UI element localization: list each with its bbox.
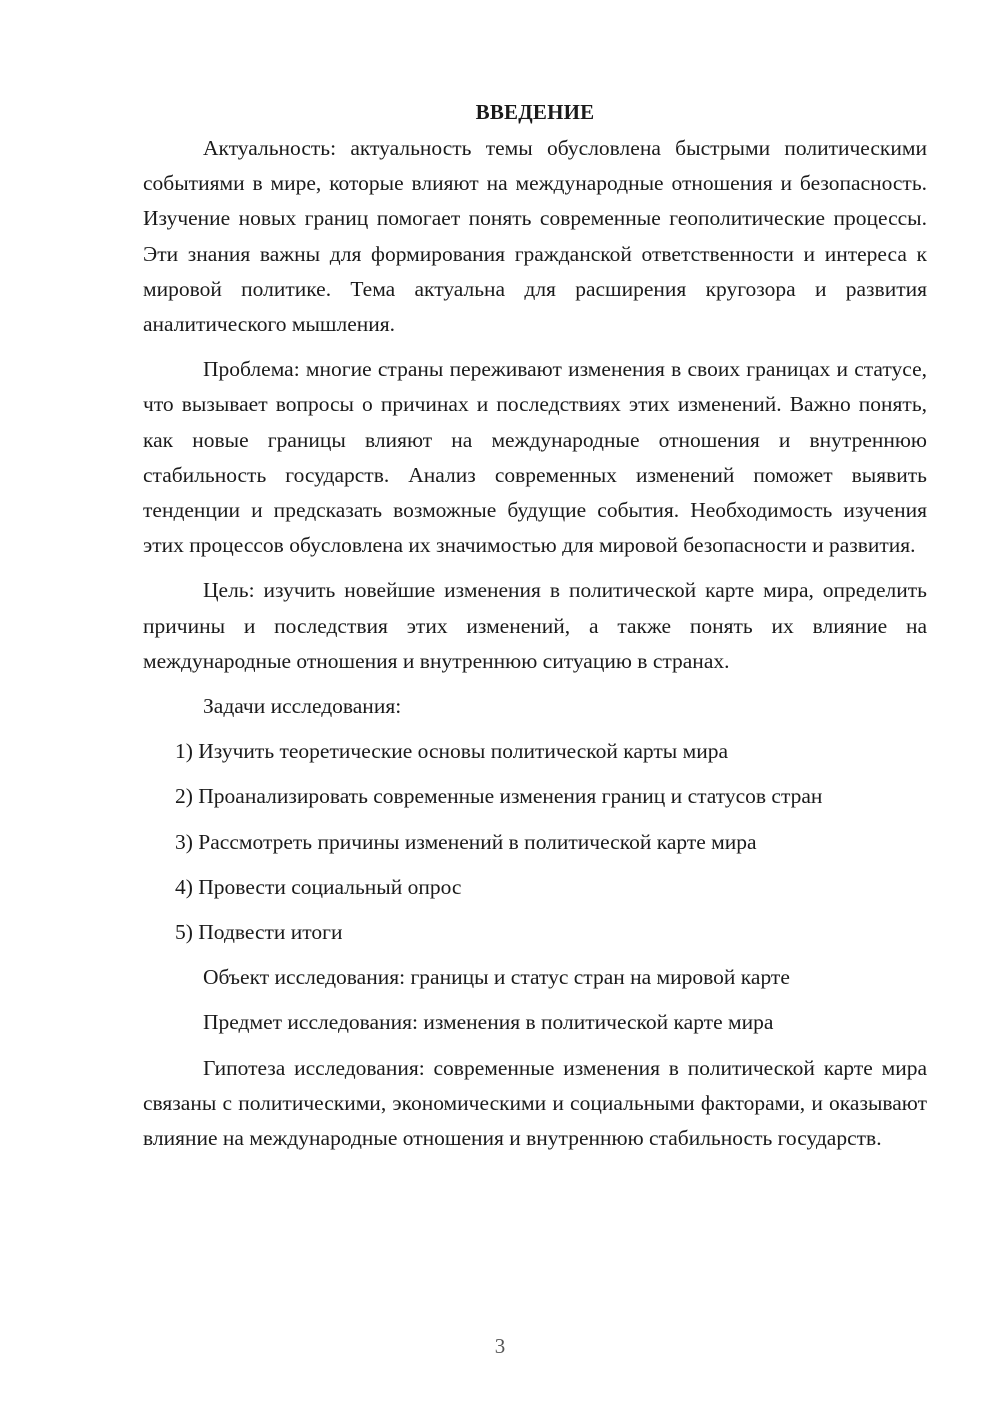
goal-paragraph: Цель: изучить новейшие изменения в политической карте мира, определить причины и последствия этих изменений, а также понять их влияние на международные отношения и внутреннюю ситуацию в странах. (143, 578, 927, 673)
research-subject: Предмет исследования: изменения в политической карте мира (203, 1010, 774, 1035)
list-item: 3) Рассмотреть причины изменений в политической карте мира (175, 829, 757, 854)
list-item: 2) Проанализировать современные изменения границ и статусов стран (175, 784, 823, 809)
list-item: 5) Подвести итоги (175, 920, 343, 945)
hypothesis-paragraph: Гипотеза исследования: современные изменения в политической карте мира связаны с политическими, экономическими и социальными факторами, и оказывают влияние на международные отношения и внутреннюю стабильность государств. (143, 1055, 927, 1151)
list-item: 1) Изучить теоретические основы политической карты мира (175, 739, 729, 764)
page-number: 3 (494, 1334, 506, 1358)
tasks-list (143, 734, 927, 950)
relevance-paragraph: Актуальность: актуальность темы обусловлена быстрыми политическими событиями в мире, которые влияют на международные отношения и безопасность. Изучение новых границ помогает понять современные геополитические процессы. Эти знания важны для формирования гражданской ответственности и интереса к мировой политике. Тема актуальна для расширения кругозора и развития аналитического мышления. (143, 136, 927, 337)
page-title: ВВЕДЕНИЕ (475, 100, 595, 124)
research-object: Объект исследования: границы и статус стран на мировой карте (203, 965, 790, 990)
problem-paragraph: Проблема: многие страны переживают изменения в своих границах и статусе, что вызывает вопросы о причинах и последствиях этих изменений. Важно понять, как новые границы влияют на международные отношения и внутреннюю стабильность государств. Анализ современных изменений поможет выявить тенденции и предсказать возможные будущие события. Необходимость изучения этих процессов обусловлена их значимостью для мировой безопасности и развития. (143, 357, 927, 558)
list-item: 4) Провести социальный опрос (175, 874, 462, 899)
tasks-heading: Задачи исследования: (203, 694, 402, 719)
